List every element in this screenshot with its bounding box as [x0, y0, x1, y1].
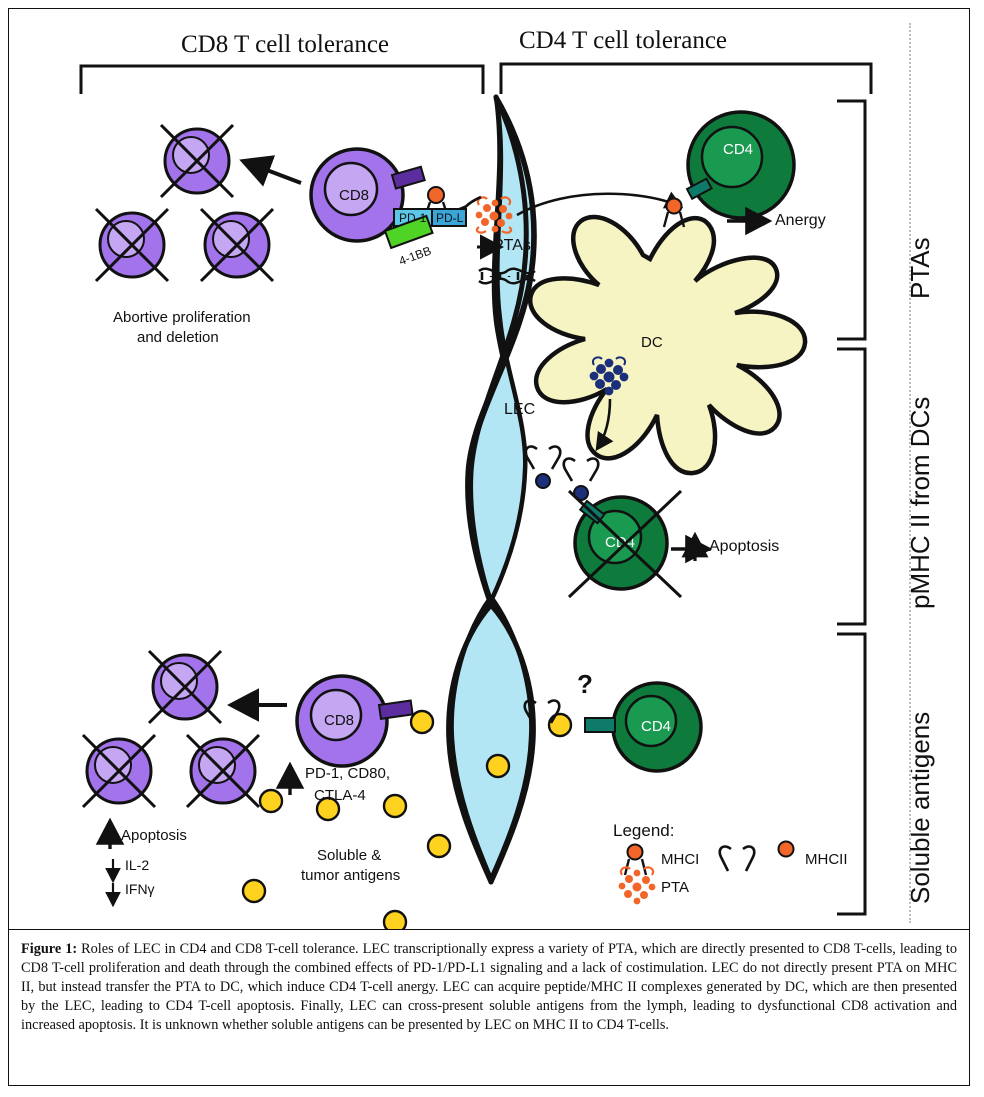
bracket-ptas — [837, 101, 865, 339]
il2-label: IL-2 — [125, 857, 150, 873]
cd8-deletion-arrow — [243, 161, 301, 183]
section-label-pmhc: pMHC II from DCs — [905, 396, 935, 609]
section-label-soluble: Soluble antigens — [905, 711, 935, 904]
cd8-dead-1 — [161, 125, 233, 197]
cd4-cell-mid — [569, 491, 681, 597]
cd8-dead-4 — [149, 651, 221, 723]
bracket-pmhc — [837, 349, 865, 624]
figure-canvas — [9, 9, 969, 929]
abortive-label-line1: Abortive proliferation — [113, 309, 251, 326]
cd4-bottom-label: CD4 — [641, 718, 672, 735]
pta-transfer-arrow — [517, 194, 681, 215]
apoptosis-mid-label: Apoptosis — [709, 538, 780, 555]
legend-mhcii-icon — [720, 842, 794, 872]
dc-label: DC — [641, 334, 663, 351]
bracket-cd4 — [501, 64, 871, 94]
cd8-bottom-label: CD8 — [324, 712, 355, 729]
cd4-top-label: CD4 — [723, 141, 754, 158]
upregulation-label-line2: CTLA-4 — [314, 787, 366, 804]
figure-vector — [9, 9, 969, 929]
dc-cell — [530, 217, 805, 473]
cd8-cell-top — [311, 149, 403, 241]
legend-title: Legend: — [613, 821, 675, 840]
cd8-dead-6 — [187, 735, 259, 807]
cd8-top-label: CD8 — [339, 187, 370, 204]
apoptosis-bottom-label: Apoptosis — [121, 827, 187, 844]
bracket-cd8 — [81, 66, 483, 94]
upregulation-label-line1: PD-1, CD80, — [305, 765, 391, 782]
anergy-label: Anergy — [775, 212, 826, 229]
title-cd4: CD4 T cell tolerance — [519, 27, 728, 54]
cd8-cell-bottom — [297, 676, 413, 766]
legend-pta-label: PTA — [661, 879, 690, 896]
legend-pta-icon — [619, 867, 656, 904]
question-mark: ? — [577, 669, 593, 699]
title-cd8: CD8 T cell tolerance — [181, 31, 390, 58]
bracket-soluble — [837, 634, 865, 914]
cd8-dead-2 — [96, 209, 168, 281]
lec-label: LEC — [504, 401, 536, 418]
figure-caption — [9, 929, 969, 1085]
section-label-ptas: PTAs — [905, 237, 935, 299]
cd8-dead-5 — [83, 735, 155, 807]
legend-mhci-label: MHCI — [661, 851, 700, 868]
ptas-label: PTAs — [493, 237, 531, 254]
cd4-cell-top — [688, 112, 794, 218]
pmhc-on-lec — [564, 459, 599, 500]
abortive-label-line2: and deletion — [137, 329, 219, 346]
cd4-cell-bottom — [585, 683, 701, 771]
pdl1-label: PD-L — [436, 211, 464, 225]
cd4-mid-label: CD4 — [605, 534, 636, 551]
soluble-antigens-label-line2: tumor antigens — [301, 867, 401, 884]
ifng-label: IFNγ — [125, 881, 155, 897]
4-1bb-label: 4-1BB — [397, 243, 434, 269]
caption-label: Figure 1: — [21, 941, 78, 957]
page-margin-dotted-line — [909, 23, 911, 923]
cd8-dead-3 — [201, 209, 273, 281]
pmhc-on-lec-2 — [526, 447, 561, 488]
legend-mhcii-label: MHCII — [805, 851, 848, 868]
pd1-label: PD-1 — [399, 211, 427, 225]
caption-text: Roles of LEC in CD4 and CD8 T-cell tolerance. LEC transcriptionally express a variety of PTA, which are directly presented to CD8 T-cells, leading to CD8 T-cell proliferation and death through the combined effects of PD-1/PD-L1 signaling and a lack of costimulation. LEC do not directly present PTA on MHC II, but instead transfer the PTA to DC, which induce CD4 T-cell anergy. LEC can acquire peptide/MHC II complexes generated by DC, which are then presented by the LEC, leading to CD4 T-cell apoptosis. Finally, LEC can cross-present soluble antigens from the lymph, leading to dysfunctional CD8 activation and increased apoptosis. It is unknown whether soluble antigens can be presented by LEC on MHC II to CD4 T-cells. — [21, 941, 957, 1033]
soluble-antigens-label-line1: Soluble & — [317, 847, 382, 864]
figure-box — [8, 8, 970, 1086]
